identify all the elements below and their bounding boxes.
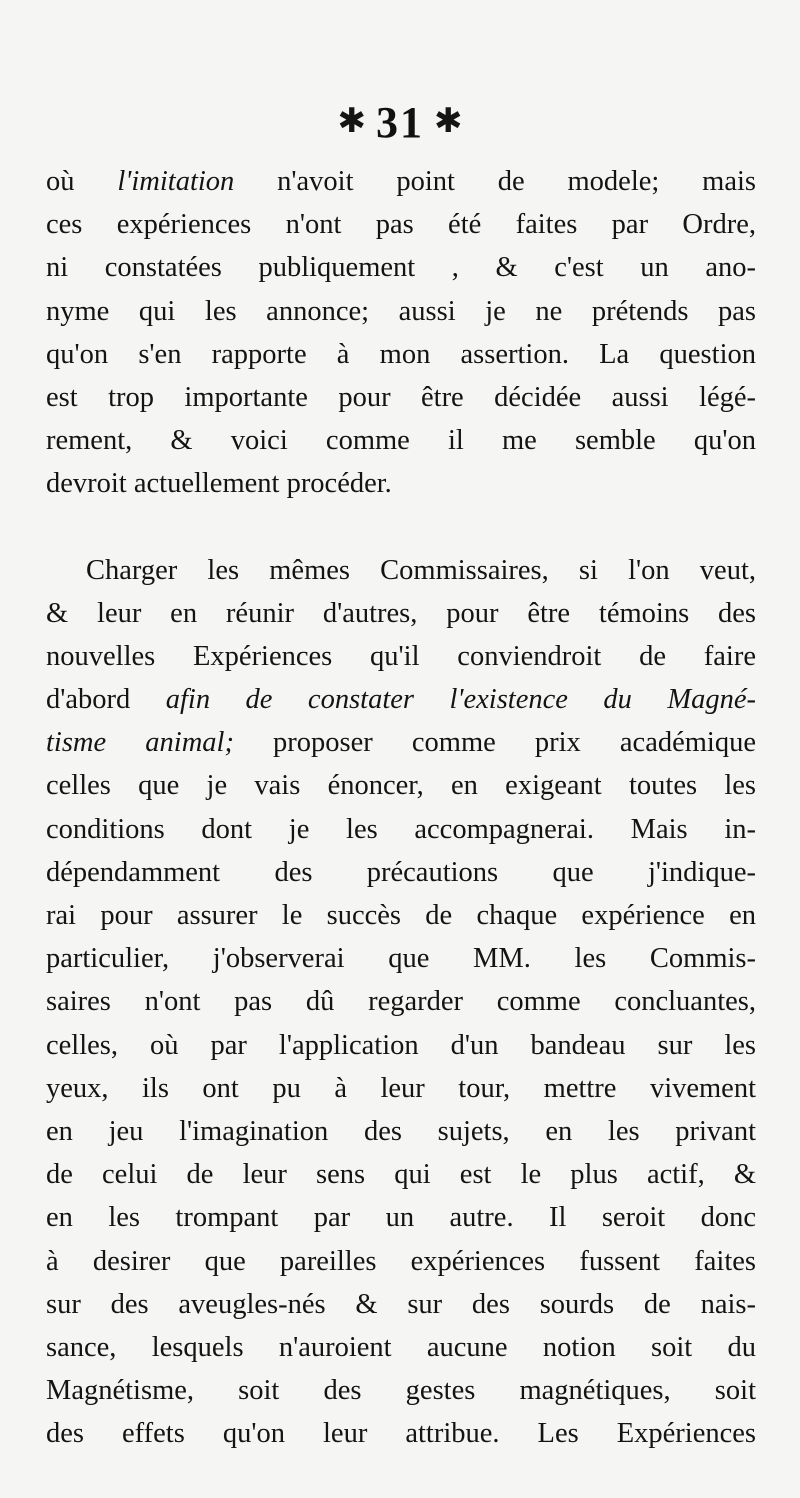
text-line xyxy=(46,1024,756,1067)
text-line xyxy=(46,851,756,894)
text-segment: Magnétisme, soit des gestes magnétiques, soit xyxy=(46,1375,756,1407)
text-segment: nouvelles Expériences qu'il conviendroit de faire xyxy=(46,640,756,672)
text-line xyxy=(46,592,756,635)
text-segment: de celui de leur sens qui est le plus actif, & xyxy=(46,1159,756,1191)
text-line xyxy=(46,462,756,505)
text-line xyxy=(46,937,756,980)
text-line xyxy=(46,1283,756,1326)
text-segment: proposer comme prix académique xyxy=(233,727,756,759)
text-line xyxy=(46,1369,756,1412)
italic-text: afin de constater l'existence du Magné- xyxy=(165,684,756,716)
text-segment: celles que je vais énoncer, en exigeant toutes les xyxy=(46,770,756,802)
text-line xyxy=(46,1153,756,1196)
text-line xyxy=(46,160,756,203)
text-segment: & leur en réunir d'autres, pour être témoins des xyxy=(46,597,756,629)
text-line xyxy=(46,549,756,592)
text-line xyxy=(46,419,756,462)
page-number: 31 xyxy=(376,97,424,147)
text-line xyxy=(46,1240,756,1283)
text-line xyxy=(46,333,756,376)
text-line xyxy=(46,764,756,807)
text-segment: sur des aveugles-nés & sur des sourds de nais- xyxy=(46,1288,756,1320)
text-segment: d'abord xyxy=(46,684,166,716)
text-segment: conditions dont je les accompagnerai. Mais in- xyxy=(46,813,756,845)
text-segment: où xyxy=(46,166,118,197)
text-line xyxy=(46,980,756,1023)
text-segment: des effets qu'on leur attribue. Les Expériences xyxy=(46,1418,756,1450)
text-segment: à desirer que pareilles expériences fussent faites xyxy=(46,1245,756,1277)
text-line xyxy=(46,721,756,764)
italic-text: tisme animal; xyxy=(46,727,234,759)
body-text xyxy=(46,160,756,1455)
text-line xyxy=(46,246,756,289)
text-line xyxy=(46,1326,756,1369)
text-line xyxy=(46,1110,756,1153)
text-segment: est trop importante pour être décidée aussi légé- xyxy=(46,381,756,413)
text-segment: nyme qui les annonce; aussi je ne prétends pas xyxy=(46,295,756,327)
text-line xyxy=(46,894,756,937)
text-line xyxy=(46,678,756,721)
text-segment: sance, lesquels n'auroient aucune notion soit du xyxy=(46,1331,756,1363)
text-segment: rai pour assurer le succès de chaque expérience en xyxy=(46,900,756,931)
text-segment: saires n'ont pas dû regarder comme concluantes, xyxy=(46,986,756,1018)
text-line xyxy=(46,203,756,246)
text-segment: devroit actuellement procéder. xyxy=(46,468,392,500)
text-segment: Charger les mêmes Commissaires, si l'on veut, xyxy=(86,554,756,586)
text-segment: yeux, ils ont pu à leur tour, mettre vivement xyxy=(46,1072,756,1104)
text-segment: en les trompant par un autre. Il seroit donc xyxy=(46,1202,756,1234)
text-segment: rement, & voici comme il me semble qu'on xyxy=(46,425,756,457)
text-line xyxy=(46,635,756,678)
text-segment: ni constatées publiquement , & c'est un ano- xyxy=(46,252,756,284)
italic-text: l'imitation xyxy=(117,166,235,197)
text-line xyxy=(46,1067,756,1110)
text-line xyxy=(46,1412,756,1455)
text-segment: dépendamment des précautions que j'indique- xyxy=(46,856,756,888)
text-line xyxy=(46,376,756,419)
paragraph-gap xyxy=(46,506,756,549)
text-segment: n'avoit point de modele; mais xyxy=(234,166,756,197)
text-line xyxy=(46,290,756,333)
text-line xyxy=(46,1196,756,1239)
ornament-left-icon: ✱ xyxy=(337,103,366,140)
text-segment: particulier, j'observerai que MM. les Commis- xyxy=(46,943,756,975)
text-segment: ces expériences n'ont pas été faites par Ordre, xyxy=(46,209,756,241)
text-segment: en jeu l'imagination des sujets, en les privant xyxy=(46,1115,756,1147)
page-header xyxy=(0,92,800,152)
text-segment: qu'on s'en rapporte à mon assertion. La question xyxy=(46,338,756,370)
text-line xyxy=(46,808,756,851)
text-segment: celles, où par l'application d'un bandeau sur les xyxy=(46,1029,756,1061)
ornament-right-icon: ✱ xyxy=(434,103,463,140)
